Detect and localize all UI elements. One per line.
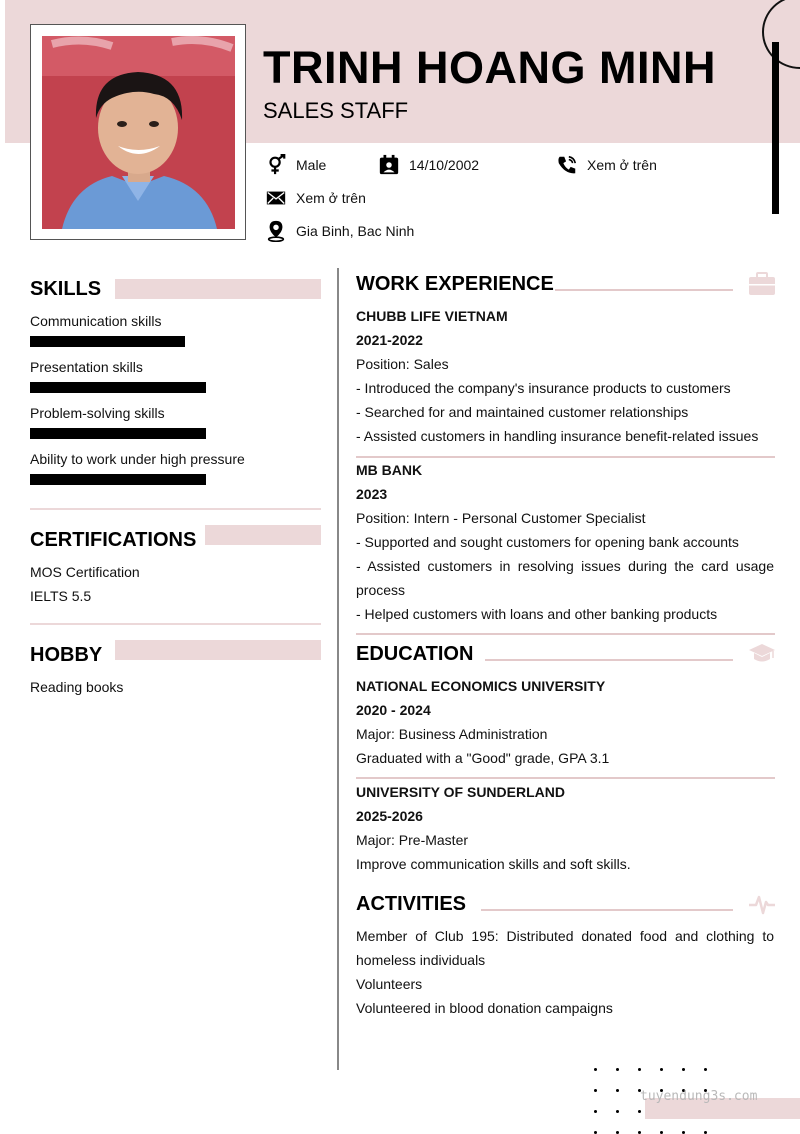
activities-title: ACTIVITIES — [356, 893, 467, 915]
entry-divider — [356, 777, 775, 779]
section-divider — [30, 508, 321, 510]
education-title: EDUCATION — [356, 643, 474, 665]
job-duty: - Supported and sought customers for opening bank accounts — [356, 534, 739, 550]
education-title-line — [485, 659, 733, 661]
skill-label: Problem-solving skills — [30, 405, 165, 421]
address-text: Gia Binh, Bac Ninh — [296, 223, 415, 239]
birthdate-text: 14/10/2002 — [409, 157, 480, 173]
decorative-dot — [682, 1068, 685, 1071]
school-name: UNIVERSITY OF SUNDERLAND — [356, 784, 565, 800]
id-card-icon — [378, 154, 400, 176]
job-duty: - Introduced the company's insurance products to customers — [356, 380, 731, 396]
activities-title-line — [481, 909, 733, 911]
school-major: Major: Business Administration — [356, 726, 548, 742]
gender-text: Male — [296, 157, 327, 173]
section-divider — [30, 623, 321, 625]
skill-level-bar — [30, 382, 206, 393]
full-name: TRINH HOANG MINH — [263, 42, 716, 93]
job-duty: - Helped customers with loans and other banking products — [356, 606, 718, 622]
decorative-dot — [616, 1089, 619, 1092]
hobby-title-bar — [115, 640, 321, 660]
decorative-dot — [616, 1110, 619, 1113]
job-title: SALES STAFF — [263, 98, 409, 123]
job-period: 2023 — [356, 486, 388, 502]
skill-level-bar — [30, 336, 185, 347]
decorative-dot — [616, 1068, 619, 1071]
job-company: CHUBB LIFE VIETNAM — [356, 308, 508, 324]
work-title: WORK EXPERIENCE — [356, 273, 554, 295]
school-note: Improve communication skills and soft skills. — [356, 856, 631, 872]
decorative-dot — [594, 1068, 597, 1071]
decorative-dot — [638, 1068, 641, 1071]
skill-label: Presentation skills — [30, 359, 143, 375]
job-company: MB BANK — [356, 462, 423, 478]
phone-text: Xem ở trên — [587, 157, 657, 173]
entry-divider — [356, 456, 775, 458]
skill-level-bar — [30, 428, 206, 439]
section-divider — [356, 633, 775, 635]
graduation-cap-icon — [748, 643, 776, 665]
skill-level-bar — [30, 474, 206, 485]
email-text: Xem ở trên — [296, 190, 366, 206]
school-period: 2025-2026 — [356, 808, 423, 824]
decorative-dot — [660, 1068, 663, 1071]
pulse-icon — [748, 894, 776, 916]
decorative-dot — [704, 1068, 707, 1071]
profile-photo — [42, 36, 235, 229]
job-duty: - Assisted customers in resolving issues during the card usage process — [356, 558, 774, 598]
job-position: Position: Intern - Personal Customer Specialist — [356, 510, 646, 526]
activity-item: Volunteers — [356, 976, 423, 992]
phone-icon — [556, 154, 578, 176]
decorative-dot — [594, 1089, 597, 1092]
skill-label: Communication skills — [30, 313, 162, 329]
briefcase-icon — [748, 272, 776, 296]
certifications-title-bar — [205, 525, 321, 545]
skills-title: SKILLS — [30, 278, 102, 300]
skill-label: Ability to work under high pressure — [30, 451, 245, 467]
decorative-dot — [638, 1110, 641, 1113]
job-position: Position: Sales — [356, 356, 449, 372]
job-duty: - Assisted customers in handling insurance benefit-related issues — [356, 428, 759, 444]
job-duty: - Searched for and maintained customer relationships — [356, 404, 689, 420]
decorative-vertical-bar — [772, 42, 779, 214]
watermark: tuyendung3s.com — [640, 1089, 758, 1104]
email-icon — [265, 187, 287, 209]
work-title-line — [555, 289, 733, 291]
activity-item: Member of Club 195: Distributed donated food and clothing to homeless individuals — [356, 928, 774, 968]
certification-item: MOS Certification — [30, 564, 140, 580]
school-major: Major: Pre-Master — [356, 832, 469, 848]
job-period: 2021-2022 — [356, 332, 423, 348]
certification-item: IELTS 5.5 — [30, 588, 92, 604]
activity-item: Volunteered in blood donation campaigns — [356, 1000, 613, 1016]
decorative-dot — [594, 1110, 597, 1113]
gender-icon — [265, 154, 287, 176]
hobby-item: Reading books — [30, 679, 124, 695]
hobby-title: HOBBY — [30, 644, 103, 666]
certifications-title: CERTIFICATIONS — [30, 529, 197, 551]
skills-title-bar — [115, 279, 321, 299]
location-icon — [265, 220, 287, 242]
school-name: NATIONAL ECONOMICS UNIVERSITY — [356, 678, 606, 694]
school-period: 2020 - 2024 — [356, 702, 431, 718]
column-divider — [337, 268, 339, 1070]
school-note: Graduated with a "Good" grade, GPA 3.1 — [356, 750, 610, 766]
